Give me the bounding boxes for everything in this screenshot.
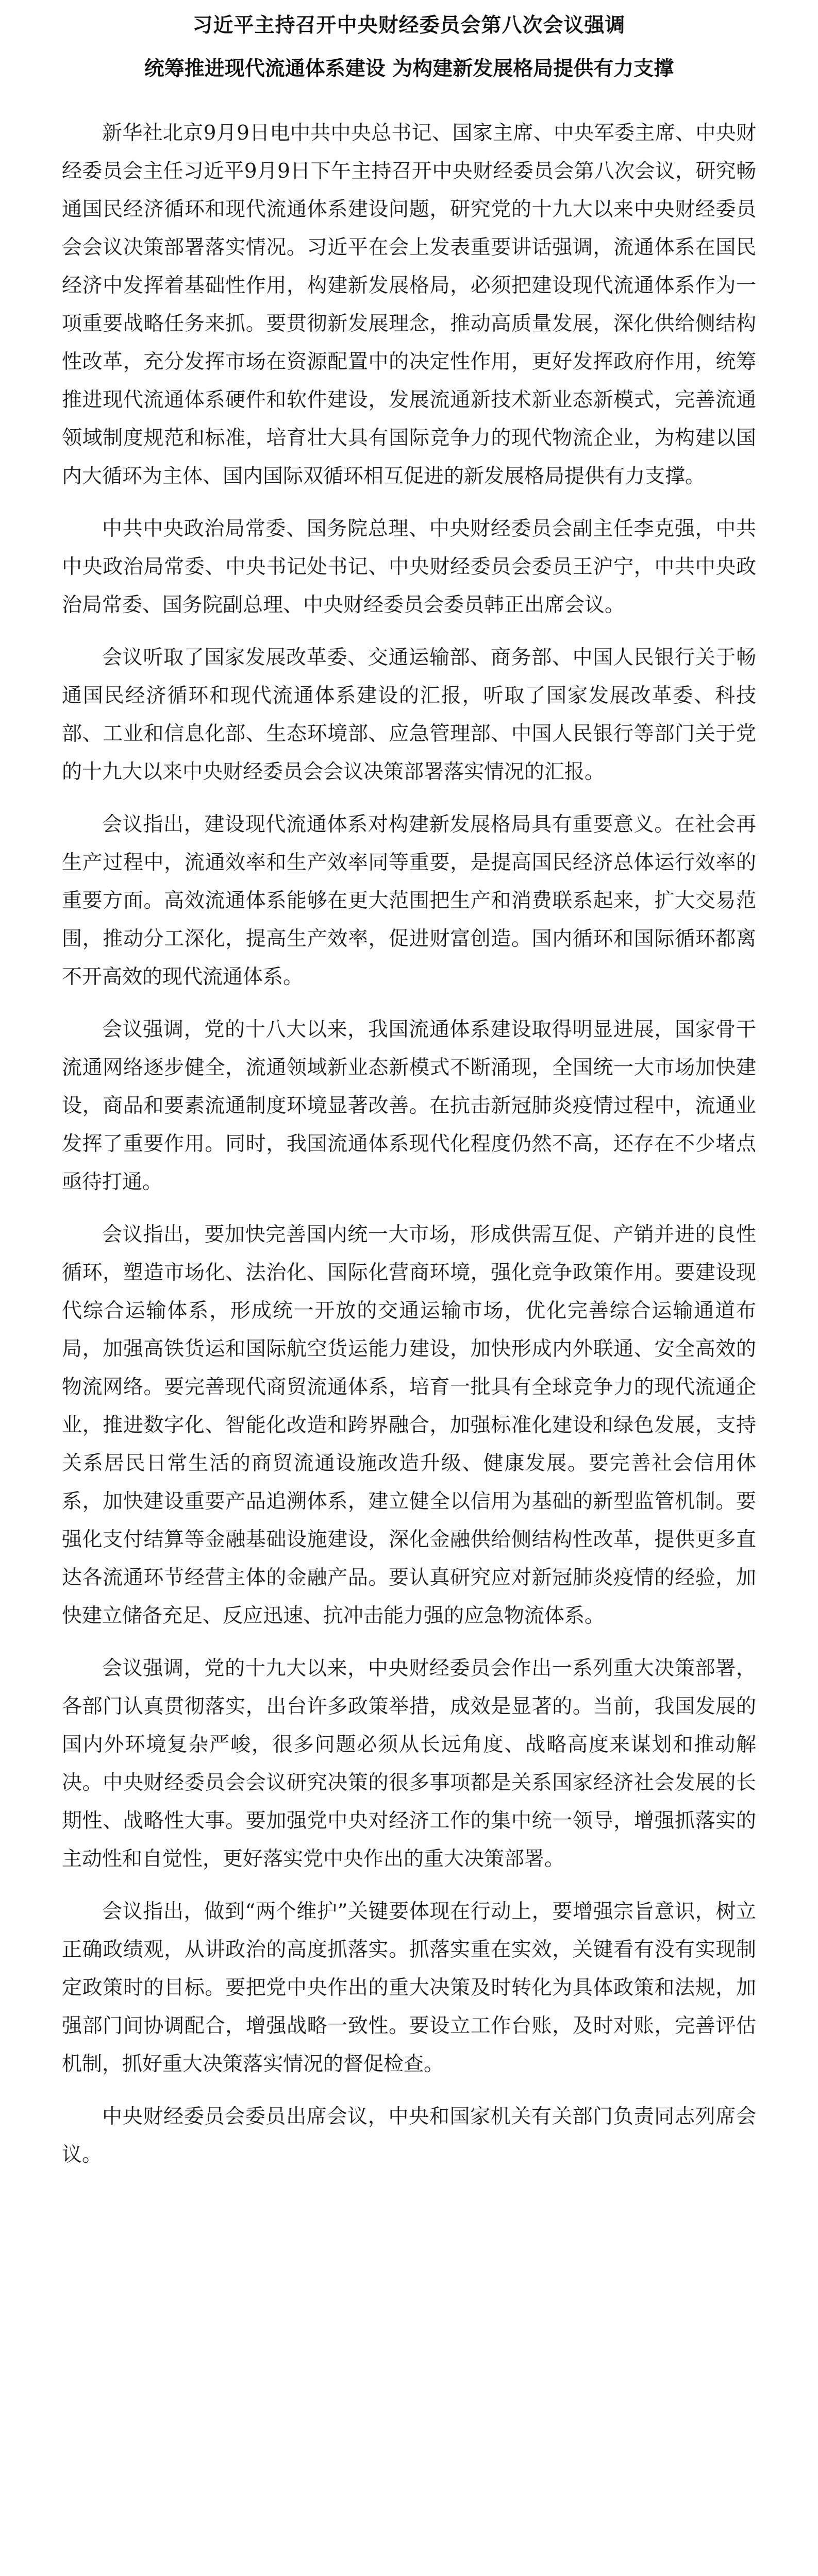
paragraph: 会议强调，党的十八大以来，我国流通体系建设取得明显进展，国家骨干流通网络逐步健全，流通领域新业态新模式不断涌现，全国统一大市场加快建设，商品和要素流通制度环境显著改善。在抗击新冠肺炎疫情过程中，流通业发挥了重要作用。同时，我国流通体系现代化程度仍然不高，还存在不少堵点亟待打通。: [62, 1018, 756, 1194]
paragraph: 会议听取了国家发展改革委、交通运输部、商务部、中国人民银行关于畅通国民经济循环和现代流通体系建设的汇报，听取了国家发展改革委、科技部、工业和信息化部、生态环境部、应急管理部、中国人民银行等部门关于党的十九大以来中央财经委员会会议决策部署落实情况的汇报。: [62, 646, 756, 784]
paragraph: 中共中央政治局常委、国务院总理、中央财经委员会副主任李克强，中共中央政治局常委、中央书记处书记、中央财经委员会委员王沪宁，中共中央政治局常委、国务院副总理、中央财经委员会委员韩正出席会议。: [62, 517, 756, 617]
article-title: 习近平主持召开中央财经委员会第八次会议强调: [192, 13, 626, 37]
paragraph: 中央财经委员会委员出席会议，中央和国家机关有关部门负责同志列席会议。: [62, 2105, 756, 2166]
article-body: [62, 114, 756, 2174]
paragraph: 会议指出，做到“两个维护”关键要体现在行动上，要增强宗旨意识，树立正确政绩观，从讲政治的高度抓落实。抓落实重在实效，关键看有没有实现制定政策时的目标。要把党中央作出的重大决策及时转化为具体政策和法规，加强部门间协调配合，增强战略一致性。要设立工作台账，及时对账，完善评估机制，抓好重大决策落实情况的督促检查。: [62, 1900, 756, 2076]
article-subtitle: 统筹推进现代流通体系建设 为构建新发展格局提供有力支撑: [144, 57, 674, 80]
paragraph: 会议指出，要加快完善国内统一大市场，形成供需互促、产销并进的良性循环，塑造市场化、法治化、国际化营商环境，强化竞争政策作用。要建设现代综合运输体系，形成统一开放的交通运输市场，优化完善综合运输通道布局，加强高铁货运和国际航空货运能力建设，加快形成内外联通、安全高效的物流网络。要完善现代商贸流通体系，培育一批具有全球竞争力的现代流通企业，推进数字化、智能化改造和跨界融合，加强标准化建设和绿色发展，支持关系居民日常生活的商贸流通设施改造升级、健康发展。要完善社会信用体系，加快建设重要产品追溯体系，建立健全以信用为基础的新型监管机制。要强化支付结算等金融基础设施建设，深化金融供给侧结构性改革，提供更多直达各流通环节经营主体的金融产品。要认真研究应对新冠肺炎疫情的经验，加快建立储备充足、反应迅速、抗冲击能力强的应急物流体系。: [62, 1223, 756, 1628]
paragraph: 新华社北京9月9日电中共中央总书记、国家主席、中央军委主席、中央财经委员会主任习近平9月9日下午主持召开中央财经委员会第八次会议，研究畅通国民经济循环和现代流通体系建设问题，研究党的十九大以来中央财经委员会会议决策部署落实情况。习近平在会上发表重要讲话强调，流通体系在国民经济中发挥着基础性作用，构建新发展格局，必须把建设现代流通体系作为一项重要战略任务来抓。要贯彻新发展理念，推动高质量发展，深化供给侧结构性改革，充分发挥市场在资源配置中的决定性作用，更好发挥政府作用，统筹推进现代流通体系硬件和软件建设，发展流通新技术新业态新模式，完善流通领域制度规范和标准，培育壮大具有国际竞争力的现代物流企业，为构建以国内大循环为主体、国内国际双循环相互促进的新发展格局提供有力支撑。: [62, 122, 756, 488]
paragraph: 会议强调，党的十九大以来，中央财经委员会作出一系列重大决策部署，各部门认真贯彻落实，出台许多政策举措，成效是显著的。当前，我国发展的国内外环境复杂严峻，很多问题必须从长远角度、战略高度来谋划和推动解决。中央财经委员会会议研究决策的很多事项都是关系国家经济社会发展的长期性、战略性大事。要加强党中央对经济工作的集中统一领导，增强抓落实的主动性和自觉性，更好落实党中央作出的重大决策部署。: [62, 1657, 756, 1871]
paragraph: 会议指出，建设现代流通体系对构建新发展格局具有重要意义。在社会再生产过程中，流通效率和生产效率同等重要，是提高国民经济总体运行效率的重要方面。高效流通体系能够在更大范围把生产和消费联系起来，扩大交易范围，推动分工深化，提高生产效率，促进财富创造。国内循环和国际循环都离不开高效的现代流通体系。: [62, 813, 756, 989]
